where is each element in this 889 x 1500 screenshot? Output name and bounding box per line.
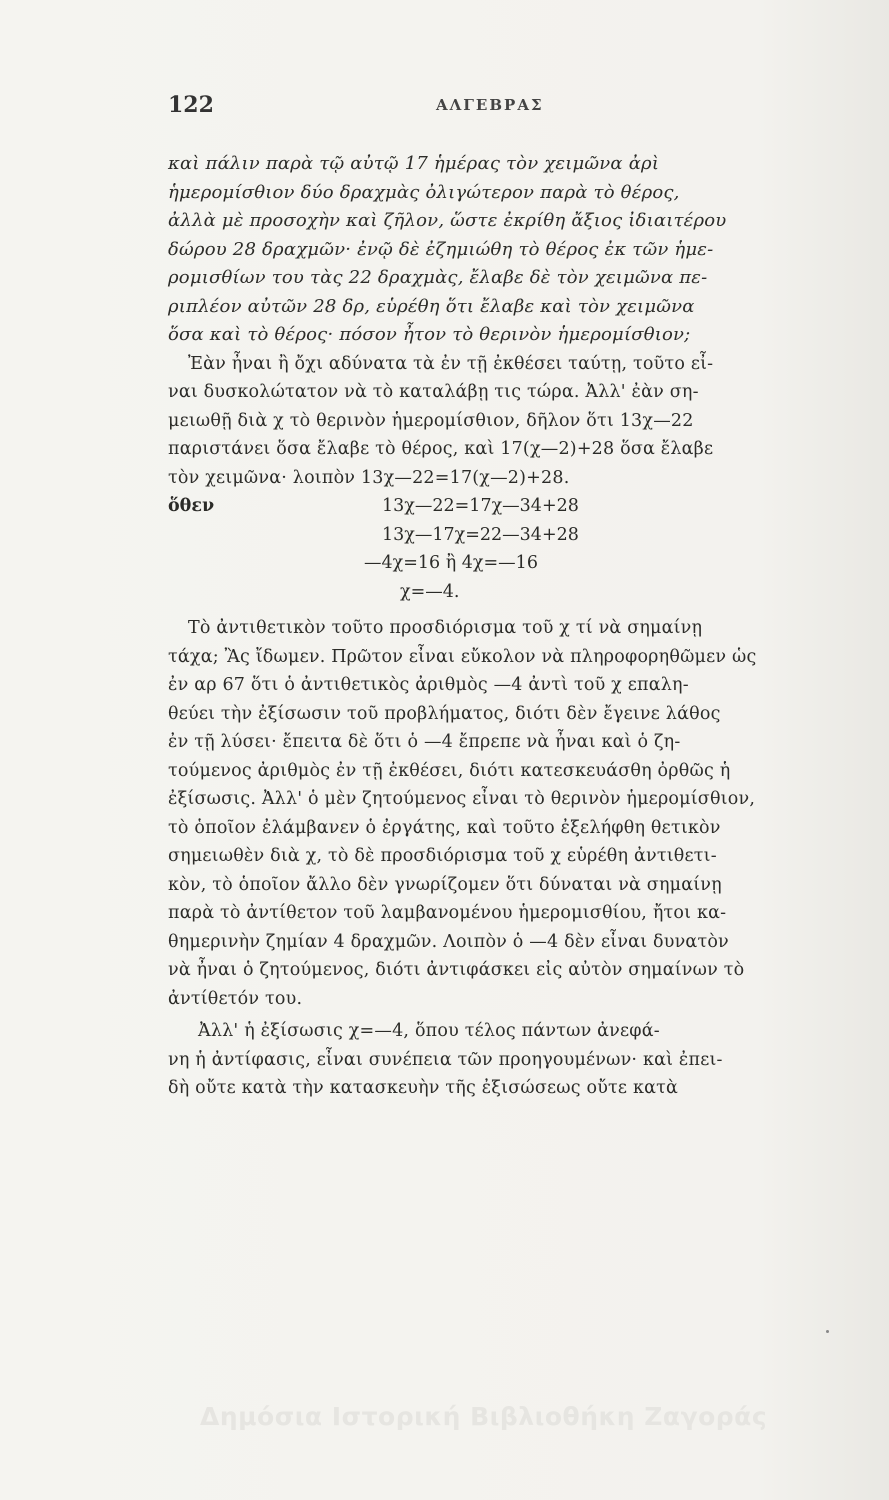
text-line: θημερινὴν ζημίαν 4 δραχμῶν. Λοιπὸν ὁ —4 δὲν εἶναι δυνατὸν <box>168 931 729 952</box>
text-line: ὅσα καὶ τὸ θέρος· πόσον ἦτον τὸ θερινὸν ἡμερομίσθιον; <box>168 324 691 345</box>
equation-line: —4χ=16 ἢ 4χ=—16 <box>364 553 538 573</box>
text-line: ἀντίθετόν του. <box>168 988 303 1009</box>
text-line: ριπλέον αὐτῶν 28 δρ, εὑρέθη ὅτι ἔλαβε καὶ τὸν χειμῶνα <box>168 295 695 317</box>
equation-row <box>168 521 813 550</box>
equation-row <box>168 549 813 578</box>
text-line: δώρου 28 δραχμῶν· ἐνῷ δὲ ἐζημιώθη τὸ θέρος ἐκ τῶν ἡμε- <box>168 238 714 260</box>
equation-row <box>168 578 813 607</box>
text-line: τὸ ὁποῖον ἐλάμβανεν ὁ ἐργάτης, καὶ τοῦτο ἐξελήφθη θετικὸν <box>168 817 721 838</box>
problem-statement <box>168 150 813 350</box>
text-line: νη ἡ ἀντίφασις, εἶναι συνέπεια τῶν προηγουμένων· καὶ ἐπει- <box>168 1049 723 1070</box>
text-line: κὸν, τὸ ὁποῖον ἄλλο δὲν γνωρίζομεν ὅτι δύναται νὰ σημαίνῃ <box>168 874 722 895</box>
library-watermark: Δημόσια Ιστορική Βιβλιοθήκη Ζαγοράς <box>200 1402 768 1431</box>
equation-line: 13χ—22=17χ—34+28 <box>382 496 579 516</box>
text-line: ἀλλὰ μὲ προσοχὴν καὶ ζῆλον, ὥστε ἐκρίθη ἄξιος ἰδιαιτέρου <box>168 210 727 231</box>
equation-row <box>168 492 813 521</box>
equation-line: χ=—4. <box>400 581 460 602</box>
page-number: 122 <box>168 92 214 118</box>
text-line: ἐν αρ 67 ὅτι ὁ ἀντιθετικὸς ἀριθμὸς —4 ἀντὶ τοῦ χ επαλη- <box>168 675 689 695</box>
text-line: καὶ πάλιν παρὰ τῷ αὐτῷ 17 ἡμέρας τὸν χειμῶνα ἀρὶ <box>168 153 660 174</box>
text-line: θεύει τὴν ἐξίσωσιν τοῦ προβλήματος, διότι δὲν ἔγεινε λάθος <box>168 703 721 724</box>
text-line: σημειωθὲν διὰ χ, τὸ δὲ προσδιόρισμα τοῦ χ εὑρέθη ἀντιθετι- <box>168 846 717 866</box>
paragraph-2 <box>168 614 813 1013</box>
equation-block <box>168 492 813 606</box>
text-line: παρὰ τὸ ἀντίθετον τοῦ λαμβανομένου ἡμερομισθίου, ἤτοι κα- <box>168 903 727 923</box>
text-line: Ἐὰν ἦναι ἢ ὄχι αδύνατα τὰ ἐν τῇ ἐκθέσει ταύτῃ, τοῦτο εἶ- <box>188 353 714 374</box>
text-line: Ἀλλ' ἡ ἐξίσωσις χ=—4, ὅπου τέλος πάντων ἀνεφά- <box>198 1021 660 1041</box>
text-line: παριστάνει ὅσα ἔλαβε τὸ θέρος, καὶ 17(χ—2)+28 ὅσα ἔλαβε <box>168 439 714 459</box>
text-line: μειωθῇ διὰ χ τὸ θερινὸν ἡμερομίσθιον, δῆλον ὅτι 13χ—22 <box>168 410 694 431</box>
text-line: ναι δυσκολώτατον νὰ τὸ καταλάβῃ τις τώρα. Ἀλλ' ἐὰν ση- <box>168 382 699 402</box>
text-line: ἐξίσωσις. Ἀλλ' ὁ μὲν ζητούμενος εἶναι τὸ θερινὸν ἡμερομίσθιον, <box>168 789 756 809</box>
text-line: τούμενος ἀριθμὸς ἐν τῇ ἐκθέσει, διότι κατεσκευάσθη ὀρθῶς ἡ <box>168 760 731 781</box>
paragraph-1 <box>168 350 813 493</box>
text-line: νὰ ἦναι ὁ ζητούμενος, διότι ἀντιφάσκει εἰς αὐτὸν σημαίνων τὸ <box>168 960 745 980</box>
text-line: ρομισθίων του τὰς 22 δραχμὰς, ἔλαβε δὲ τὸν χειμῶνα πε- <box>168 267 708 288</box>
running-title: ΑΛΓΕΒΡΑΣ <box>436 96 544 114</box>
ink-speck <box>826 1330 829 1333</box>
text-line: τάχα; Ἂς ἴδωμεν. Πρῶτον εἶναι εὔκολον νὰ πληροφορηθῶμεν ὡς <box>168 646 757 667</box>
page-header <box>168 92 808 132</box>
text-line: ἐν τῇ λύσει· ἔπειτα δὲ ὅτι ὁ —4 ἔπρεπε νὰ ἦναι καὶ ὁ ζη- <box>168 732 681 752</box>
text-line: τὸν χειμῶνα· λοιπὸν 13χ—22=17(χ—2)+28. <box>168 467 570 488</box>
text-line: Τὸ ἀντιθετικὸν τοῦτο προσδιόρισμα τοῦ χ τί νὰ σημαίνῃ <box>188 618 703 638</box>
paragraph-3 <box>168 1017 813 1103</box>
equation-line: 13χ—17χ=22—34+28 <box>382 524 579 545</box>
page-body <box>168 150 813 1103</box>
text-line: δὴ οὔτε κατὰ τὴν κατασκευὴν τῆς ἐξισώσεως οὔτε κατὰ <box>168 1078 679 1098</box>
equation-label: ὅθεν <box>168 496 215 516</box>
text-line: ἡμερομίσθιον δύο δραχμὰς ὀλιγώτερον παρὰ τὸ θέρος, <box>168 181 680 203</box>
